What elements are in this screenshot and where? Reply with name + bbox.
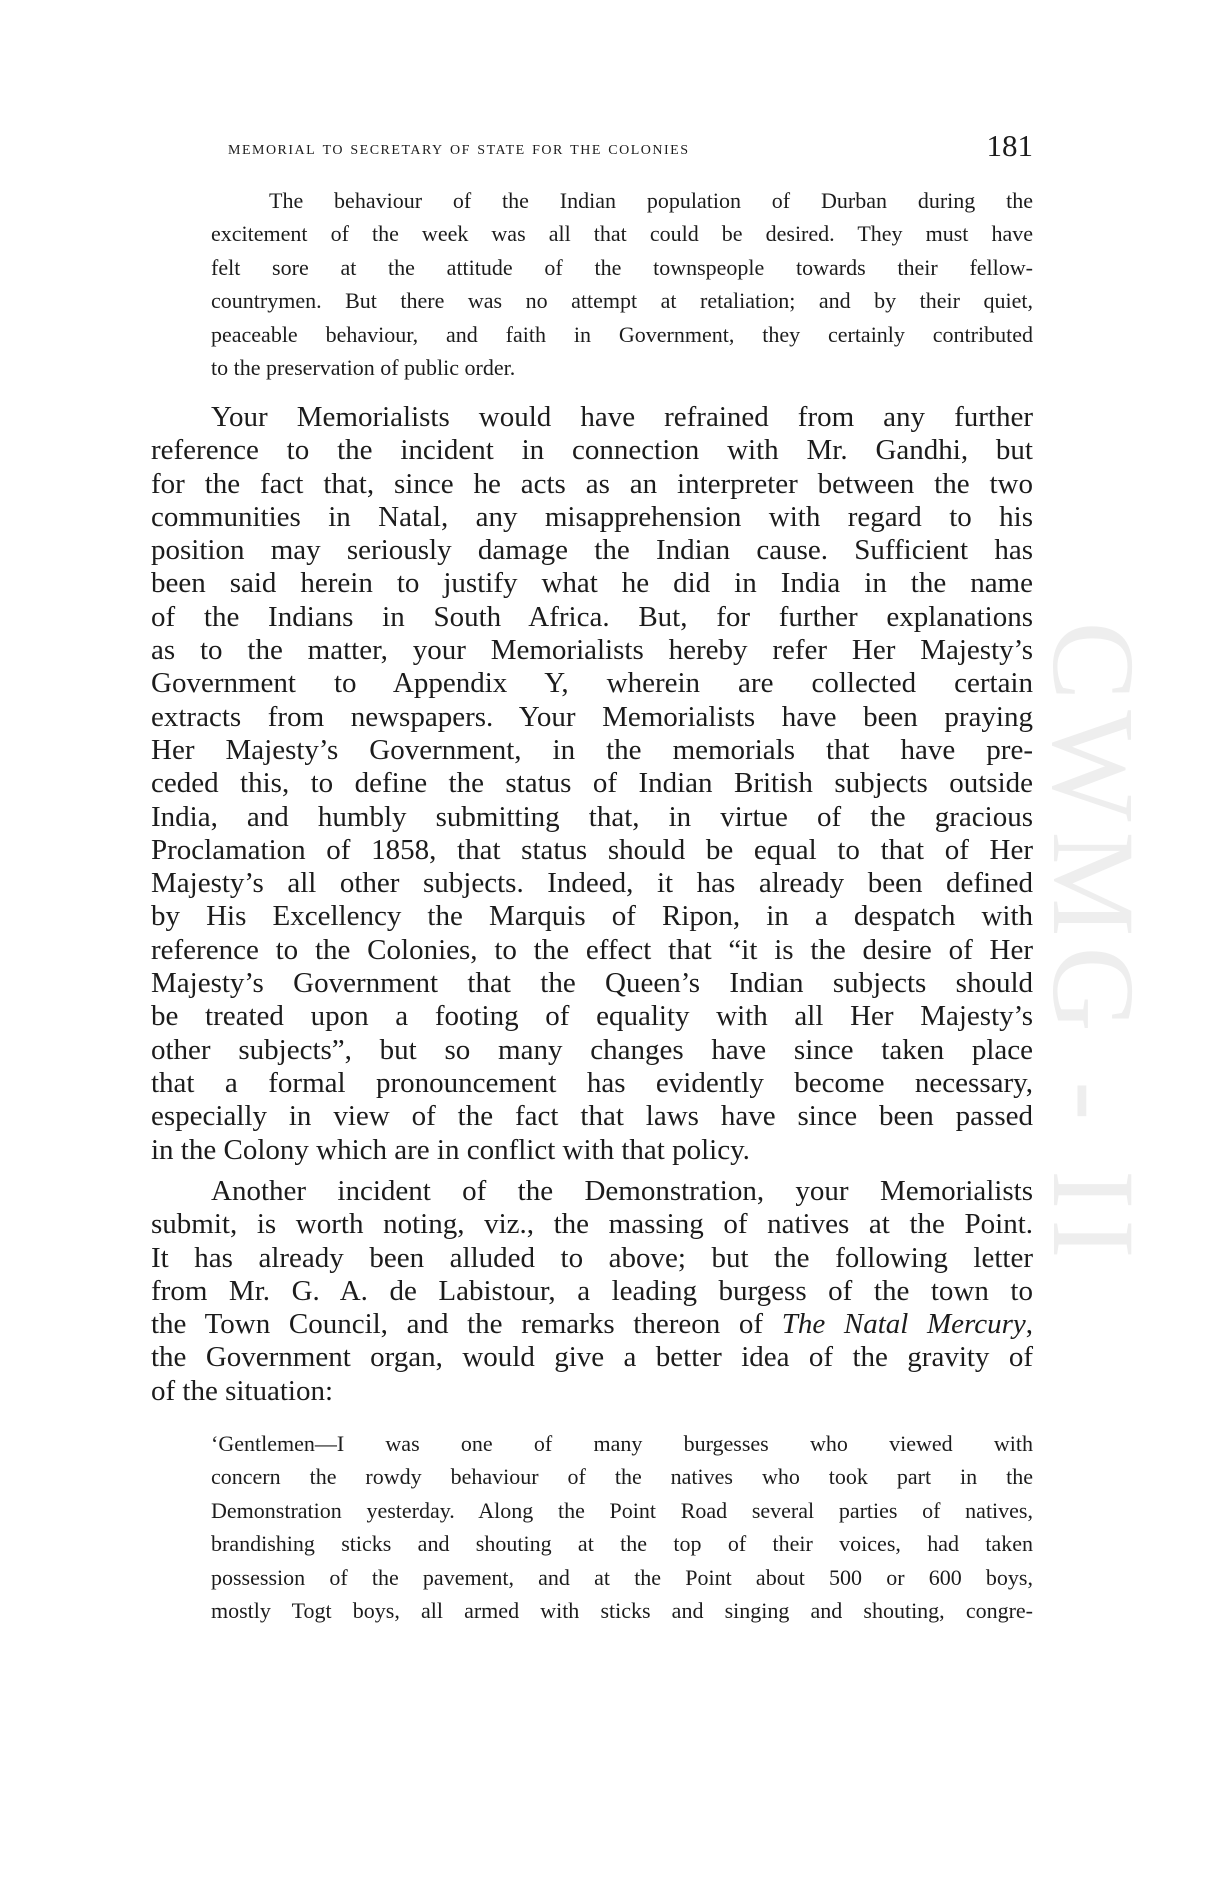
- text-line: the Government organ, would give a better idea of the gravity of: [151, 1341, 1033, 1374]
- quoted-letter: [211, 1427, 1033, 1627]
- text-line: ‘Gentlemen—I was one of many burgesses who viewed with: [211, 1431, 1033, 1456]
- text-line: It has already been alluded to above; but the following letter: [151, 1241, 1033, 1274]
- text-line: of the Indians in South Africa. But, for further explanations: [151, 600, 1033, 633]
- text-line: from Mr. G. A. de Labistour, a leading burgess of the town to: [151, 1274, 1033, 1307]
- text-line: extracts from newspapers. Your Memorialists have been praying: [151, 700, 1033, 733]
- text-line: The behaviour of the Indian population of Durban during the: [269, 188, 1033, 213]
- text-line: that a formal pronouncement has evidently become necessary,: [151, 1066, 1033, 1099]
- text-line: especially in view of the fact that laws have since been passed: [151, 1100, 1033, 1133]
- text-line: Demonstration yesterday. Along the Point Road several parties of natives,: [211, 1497, 1033, 1523]
- watermark: [1027, 575, 1159, 1315]
- text-line: Your Memorialists would have refrained from any further: [211, 401, 1033, 433]
- text-line: Government to Appendix Y, wherein are collected certain: [151, 667, 1033, 700]
- text-line: Majesty’s Government that the Queen’s Indian subjects should: [151, 967, 1033, 1000]
- text-run: ,: [1025, 1308, 1033, 1341]
- paragraph-memorialists-gandhi: [151, 401, 1033, 1167]
- text-line: as to the matter, your Memorialists hereby refer Her Majesty’s: [151, 634, 1033, 667]
- text-line: Her Majesty’s Government, in the memorials that have pre-: [151, 733, 1033, 766]
- text-line: mostly Togt boys, all armed with sticks and singing and shouting, congre-: [211, 1598, 1033, 1624]
- text-line: reference to the incident in connection with Mr. Gandhi, but: [151, 434, 1033, 467]
- text-line: position may seriously damage the Indian cause. Sufficient has: [151, 534, 1033, 567]
- text-line: felt sore at the attitude of the townspeople towards their fellow-: [211, 254, 1033, 280]
- running-head-title: memorial to secretary of state for the colonies: [228, 138, 690, 159]
- text-run: the Town Council, and the remarks thereon of: [151, 1308, 782, 1341]
- text-line: ceded this, to define the status of Indian British subjects outside: [151, 767, 1033, 800]
- text-line: excitement of the week was all that could be desired. They must have: [211, 221, 1033, 247]
- text-line: to the preservation of public order.: [211, 355, 516, 381]
- paragraph-demonstration-incident: [151, 1175, 1033, 1408]
- page-number: 181: [986, 128, 1033, 163]
- text-line: been said herein to justify what he did in India in the name: [151, 567, 1033, 600]
- text-line: Another incident of the Demonstration, your Memorialists: [211, 1175, 1033, 1207]
- text-line: countrymen. But there was no attempt at retaliation; and by their quiet,: [211, 288, 1033, 314]
- text-line: [151, 1308, 1033, 1341]
- text-line: reference to the Colonies, to the effect that “it is the desire of Her: [151, 933, 1033, 966]
- text-line: for the fact that, since he acts as an interpreter between the two: [151, 467, 1033, 500]
- text-line: other subjects”, but so many changes have since taken place: [151, 1033, 1033, 1066]
- text-line: possession of the pavement, and at the Point about 500 or 600 boys,: [211, 1564, 1033, 1590]
- text-line: submit, is worth noting, viz., the massing of natives at the Point.: [151, 1208, 1033, 1241]
- text-line: by His Excellency the Marquis of Ripon, in a despatch with: [151, 900, 1033, 933]
- text-line: be treated upon a footing of equality with all Her Majesty’s: [151, 1000, 1033, 1033]
- text-line: India, and humbly submitting that, in virtue of the gracious: [151, 800, 1033, 833]
- text-line: concern the rowdy behaviour of the natives who took part in the: [211, 1464, 1033, 1490]
- text-line: Majesty’s all other subjects. Indeed, it has already been defined: [151, 867, 1033, 900]
- watermark-text: CWMG - II: [1027, 621, 1159, 1269]
- text-line: brandishing sticks and shouting at the top of their voices, had taken: [211, 1531, 1033, 1557]
- text-line: in the Colony which are in conflict with that policy.: [151, 1133, 750, 1166]
- running-head: [228, 128, 1033, 168]
- text-line: Proclamation of 1858, that status should be equal to that of Her: [151, 833, 1033, 866]
- paragraph-indian-behaviour: [211, 184, 1033, 384]
- newspaper-title: The Natal Mercury: [781, 1308, 1026, 1341]
- text-line: communities in Natal, any misapprehension with regard to his: [151, 500, 1033, 533]
- text-line: peaceable behaviour, and faith in Government, they certainly contributed: [211, 321, 1033, 347]
- text-line: of the situation:: [151, 1374, 334, 1407]
